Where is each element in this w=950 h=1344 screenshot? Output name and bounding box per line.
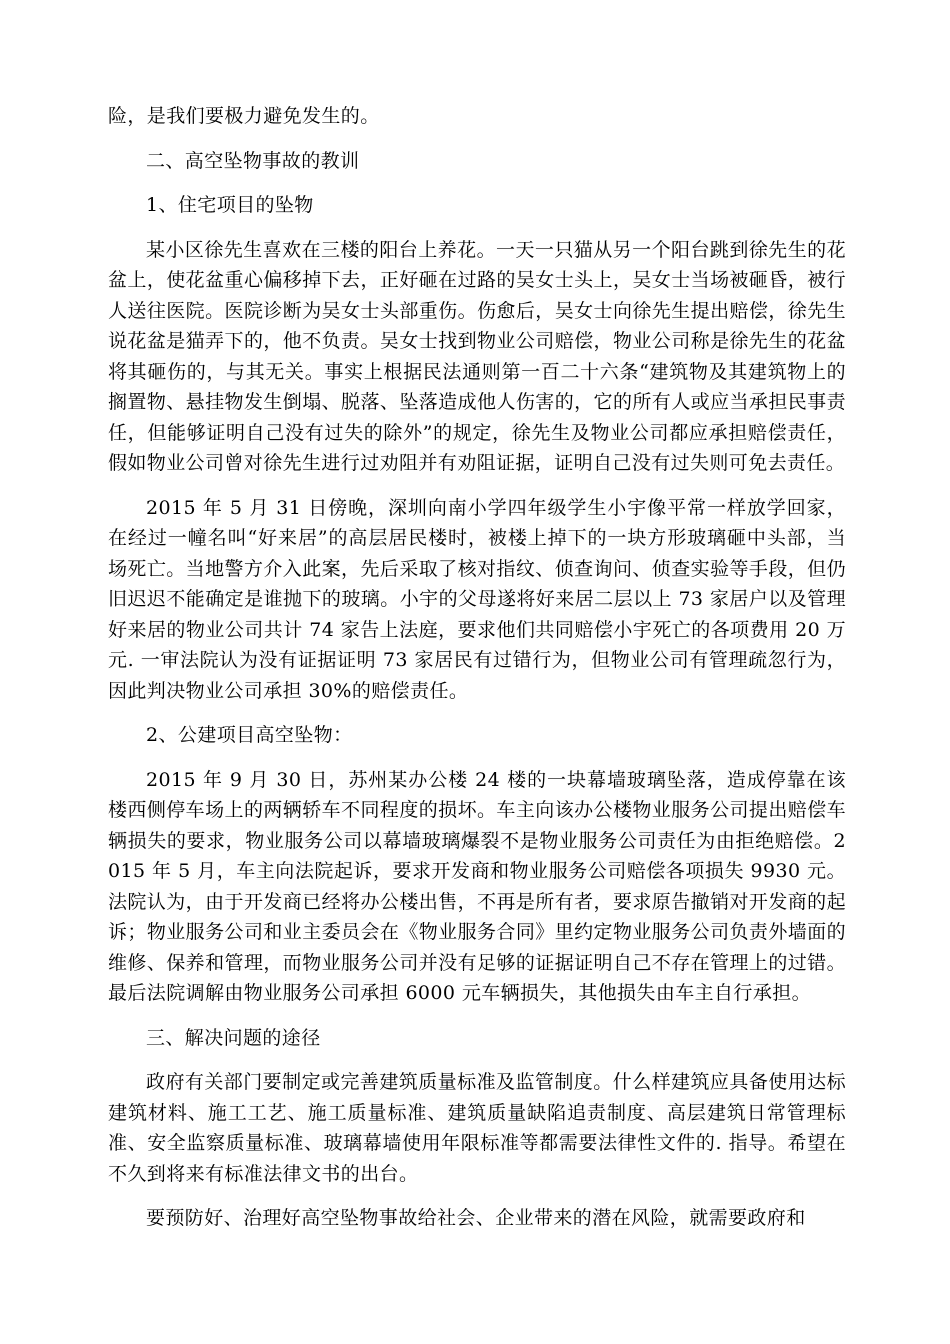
section-heading-solutions: 三、解决问题的途径 — [146, 1026, 321, 1049]
subsection-heading-residential: 1、住宅项目的坠物 — [146, 194, 314, 216]
paragraph-case-xu: 某小区徐先生喜欢在三楼的阳台上养花。一天一只猫从另一个阳台跳到徐先生的花盆上，使花盆重心偏移掉下去，正好砸在过路的吴女士头上，吴女士当场被砸昏，被行人送往医院。医院诊断为吴女士头部重伤。伤愈后，吴女士向徐先生提出赔偿，徐先生说花盆是猫弄下的，他不负责。吴女士找到物业公司赔偿，物业公司称是徐先生的花盆将其砸伤的，与其无关。事实上根据民法通则第一百二十六条“建筑物及其建筑物上的搁置物、悬挂物发生倒塌、脱落、坠落造成他人伤害的，它的所有人或应当承担民事责任，但能够证明自己没有过失的除外”的规定，徐先生及物业公司都应承担赔偿责任，假如物业公司曾对徐先生进行过劝阻并有劝阻证据，证明自己没有过失则可免去责任。 — [108, 238, 846, 474]
paragraph-prevention: 要预防好、治理好高空坠物事故给社会、企业带来的潜在风险，就需要政府和 — [146, 1207, 806, 1229]
paragraph-case-suzhou: 2015 年 9 月 30 日，苏州某办公楼 24 楼的一块幕墙玻璃坠落，造成停靠在该楼西侧停车场上的两辆轿车不同程度的损坏。车主向该办公楼物业服务公司提出赔偿车辆损失的要求，物业服务公司以幕墙玻璃爆裂不是物业服务公司责任为由拒绝赔偿。2015 年 5 月，车主向法院起诉，要求开发商和物业服务公司赔偿各项损失 9930 元。法院认为，由于开发商已经将办公楼出售，不再是所有者，要求原告撤销对开发商的起诉；物业服务公司和业主委员会在《物业服务合同》里约定物业服务公司负责外墙面的维修、保养和管理，而物业服务公司并没有足够的证据证明自己不存在管理上的过错。最后法院调解由物业服务公司承担 6000 元车辆损失，其他损失由车主自行承担。 — [108, 768, 846, 1004]
paragraph-government-standards: 政府有关部门要制定或完善建筑质量标准及监管制度。什么样建筑应具备使用达标建筑材料、施工工艺、施工质量标准、建筑质量缺陷追责制度、高层建筑日常管理标准、安全监察质量标准、玻璃幕墙使用年限标准等都需要法律性文件的. 指导。希望在不久到将来有标准法律文书的出台。 — [108, 1071, 846, 1185]
paragraph-continuation: 险，是我们要极力避免发生的。 — [108, 105, 380, 127]
section-heading-lessons: 二、高空坠物事故的教训 — [146, 149, 360, 172]
paragraph-case-shenzhen: 2015 年 5 月 31 日傍晚，深圳向南小学四年级学生小宇像平常一样放学回家，在经过一幢名叫“好来居”的高层居民楼时，被楼上掉下的一块方形玻璃砸中头部，当场死亡。当地警方介入此案，先后采取了核对指纹、侦查询问、侦查实验等手段，但仍旧迟迟不能确定是谁抛下的玻璃。小宇的父母遂将好来居二层以上 73 家居户以及管理好来居的物业公司共计 74 家告上法庭，要求他们共同赔偿小宇死亡的各项费用 20 万元. 一审法院认为没有证据证明 73 家居民有过错行为，但物业公司有管理疏忽行为，因此判决物业公司承担 30%的赔偿责任。 — [108, 496, 846, 702]
document-body — [108, 101, 846, 1234]
subsection-heading-public-building: 2、公建项目高空坠物： — [146, 724, 353, 746]
